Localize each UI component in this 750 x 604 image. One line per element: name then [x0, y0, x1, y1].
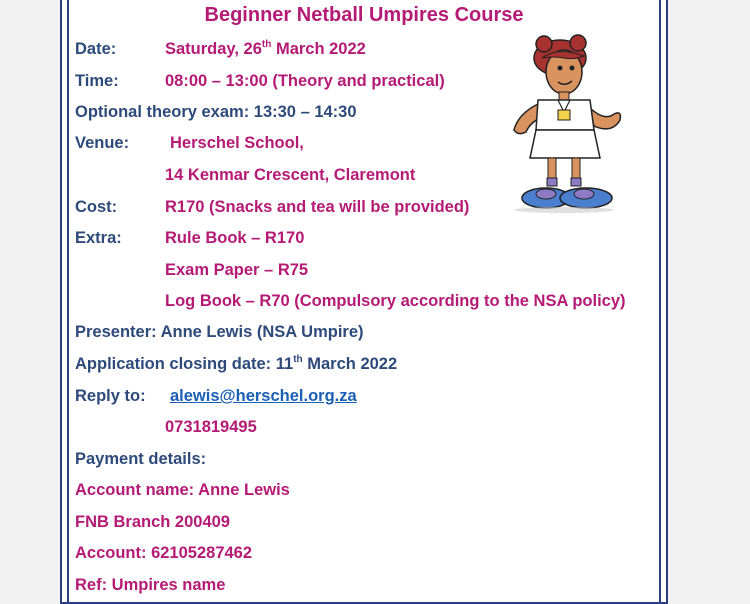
- optional-exam: Optional theory exam: 13:30 – 14:30: [75, 103, 357, 121]
- payment-heading: Payment details:: [75, 450, 207, 468]
- date-value: Saturday, 26th March 2022: [165, 39, 366, 58]
- course-title: Beginner Netball Umpires Course: [204, 4, 524, 26]
- extra-label: Extra:: [75, 229, 122, 247]
- cost-value: R170 (Snacks and tea will be provided): [165, 198, 470, 216]
- email-link[interactable]: alewis@herschel.org.za: [170, 387, 357, 405]
- presenter: Presenter: Anne Lewis (NSA Umpire): [75, 323, 364, 341]
- extra-item: Rule Book – R170: [165, 229, 305, 247]
- payment-branch: FNB Branch 200409: [75, 513, 230, 531]
- time-label: Time:: [75, 72, 119, 90]
- reply-label: Reply to:: [75, 387, 146, 405]
- venue-line2: 14 Kenmar Crescent, Claremont: [165, 166, 416, 184]
- date-label: Date:: [75, 40, 117, 58]
- phone-number: 0731819495: [165, 418, 257, 436]
- cost-label: Cost:: [75, 198, 118, 216]
- payment-ref: Ref: Umpires name: [75, 576, 226, 594]
- closing-date: Application closing date: 11th March 2022: [75, 354, 398, 373]
- time-value: 08:00 – 13:00 (Theory and practical): [165, 72, 445, 90]
- netball-girl-illustration: [508, 34, 626, 214]
- payment-account-name: Account name: Anne Lewis: [75, 481, 290, 499]
- payment-account: Account: 62105287462: [75, 544, 253, 562]
- venue-line1: Herschel School,: [170, 134, 304, 152]
- venue-label: Venue:: [75, 134, 130, 152]
- extra-item: Exam Paper – R75: [165, 261, 309, 279]
- extra-item: Log Book – R70 (Compulsory according to the NSA policy): [165, 292, 626, 310]
